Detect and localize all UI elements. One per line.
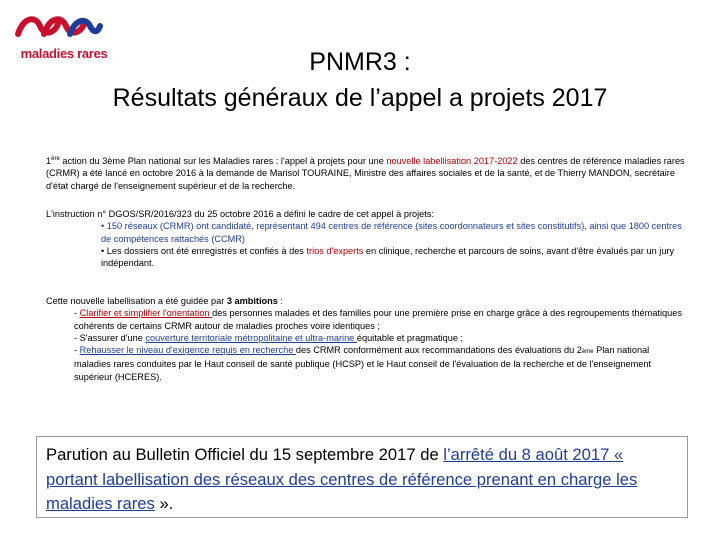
ambition-2-underlined: couverture territoriale métropolitaine et ultra-marine <box>145 332 357 343</box>
intro-text-b: des centres de référence maladies rares (CRMR) a été lancé en octobre 2016 à la demande de Marisol TOURAINE, Ministre des affaires sociales et de la santé, et de Thierry MANDON, secrétaire d'état chargé de l'enseignement supérieur et de la recherche. <box>46 156 685 191</box>
ambition-2-text-a: - S'assurer d'une <box>74 332 146 343</box>
intro-paragraph <box>46 155 686 192</box>
publication-text-b: ». <box>154 494 174 513</box>
bullet2-highlight: trios d'experts <box>306 245 364 256</box>
intro-ordinal: 1 <box>46 156 52 166</box>
instruction-intro: L'instruction n° DGOS/SR/2016/323 du 25 octobre 2016 a défini le cadre de cet appel à projets: <box>46 209 434 219</box>
logo-text: maladies rares <box>20 46 108 61</box>
bullet2-text-a: • Les dossiers ont été enregistrés et confiés à des <box>101 245 307 256</box>
intro-highlight: nouvelle labellisation 2017-2022 <box>386 156 518 166</box>
ambition-3-dash: - <box>74 345 80 356</box>
ambition-item-2 <box>46 332 686 344</box>
page-title-line1: PNMR3 : <box>309 48 411 76</box>
ambitions-intro-a: Cette nouvelle labellisation a été guidée par <box>46 296 227 306</box>
instruction-bullet-2 <box>46 245 686 270</box>
logo-waves-icon <box>14 12 104 42</box>
bullet2-text-b: en clinique, recherche et parcours de soins, avant d'être évalués par un jury indépendant. <box>101 245 675 269</box>
ambitions-intro <box>46 295 686 307</box>
intro-ordinal-sup: ère <box>51 156 60 162</box>
instruction-paragraph <box>46 208 686 269</box>
ambition-1-underlined: Clarifier et simplifier l'orientation <box>79 308 213 319</box>
ambitions-intro-b: : <box>277 296 283 306</box>
ambition-2-text-b: équitable et pragmatique ; <box>356 332 464 343</box>
publication-text-a: Parution au Bulletin Officiel du 15 septembre 2017 de <box>46 445 444 464</box>
ambition-item-1 <box>46 307 686 332</box>
ambition-3-text-a: des CRMR conformément aux recommandations des évaluations du 2 <box>295 345 582 356</box>
instruction-bullet-1: • 150 réseaux (CRMR) ont candidaté, représentant 494 centres de référence (sites coordonnateurs et sites constitutifs), ainsi que 1800 centres de compétences rattachés (CCMR) <box>101 221 682 244</box>
ambition-1-text: des personnes malades et des familles pour une première prise en charge grâce à des regroupements thématiques cohérents de certains CRMR autour de maladies proches voire identiques ; <box>74 308 682 331</box>
ambition-3-sub: ème <box>581 349 594 356</box>
publication-box <box>36 436 688 518</box>
ambitions-intro-bold: 3 ambitions <box>226 296 278 306</box>
ambitions-paragraph <box>46 295 686 383</box>
arrete-link[interactable]: l’arrêté du 8 août 2017 « portant labellisation des réseaux des centres de référence prenant en charge les maladies rares <box>46 445 638 513</box>
ambition-3-underlined: Rehausser le niveau d'exigence requis en recherche <box>79 345 296 356</box>
ambition-1-dash: - <box>74 308 80 319</box>
ambition-3-text-b: Plan national maladies rares conduites par le Haut conseil de santé publique (HCSP) et le Haut conseil de l'évaluation de la recherche et de l'enseignement supérieur (HCERES). <box>74 345 652 382</box>
intro-text-a: action du 3ème Plan national sur les Maladies rares : l'appel à projets pour une <box>59 156 387 166</box>
page-title-line2: Résultats généraux de l’appel a projets 2017 <box>112 84 608 112</box>
ambition-item-3 <box>46 344 686 383</box>
